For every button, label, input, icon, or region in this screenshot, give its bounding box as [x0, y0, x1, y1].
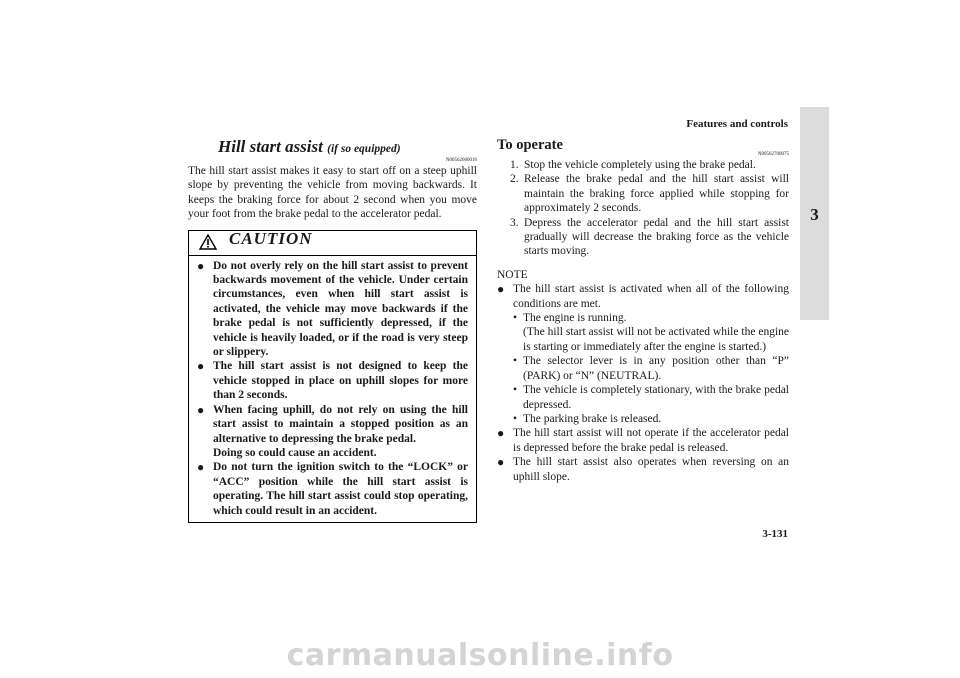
caution-header	[189, 228, 476, 256]
intro-paragraph: The hill start assist makes it easy to start off on a steep uphill slope by preventing the vehicle from moving backwards. It keeps the braking force for about 2 second when you move your foot from the brake pedal to the accelerator pedal.	[188, 165, 477, 221]
chapter-number: 3	[810, 205, 819, 224]
caution-item: ● The hill start assist is not designed to keep the vehicle stopped in place on uphill slopes for more than 2 seconds.	[197, 359, 468, 402]
note-sub-item: • The vehicle is completely stationary, with the brake pedal depressed.	[513, 384, 789, 411]
note-item: ● The hill start assist will not operate if the accelerator pedal is depressed before the brake pedal is released.	[497, 426, 789, 454]
step-item: 1. Stop the vehicle completely using the brake pedal.	[510, 159, 756, 171]
subsection-title: To operate	[497, 137, 563, 153]
section-title	[188, 136, 477, 160]
caution-label: CAUTION	[229, 228, 313, 248]
warning-triangle-icon	[199, 234, 217, 250]
note-sub-item: • The engine is running. (The hill start assist will not be activated while the engine is starting or immediately after the engine is started.)	[513, 312, 789, 353]
title-main: Hill start assist	[218, 137, 323, 156]
bullet-icon: ●	[197, 359, 205, 374]
left-column	[188, 136, 477, 523]
title-suffix: (if so equipped)	[327, 143, 401, 155]
caution-body	[189, 256, 476, 522]
note-sub-item: • The parking brake is released.	[513, 412, 662, 425]
note-sub-item: • The selector lever is in any position other than “P” (PARK) or “N” (NEUTRAL).	[513, 355, 789, 382]
caution-item: ● Do not turn the ignition switch to the “LOCK” or “ACC” position while the hill start assist is operating. The hill start assist could stop operating, which could result in an accident.	[197, 460, 468, 517]
note-item: ● The hill start assist also operates when reversing on an uphill slope.	[497, 455, 789, 483]
subsection-code: N00562700075	[757, 152, 789, 157]
section-code: N00562600016	[445, 158, 477, 163]
note-item: ● The hill start assist is activated when all of the following conditions are met. • The engine is running. (The hill start assist will not be activated while the engine is starting or immediately after the engine is started.) • The selector lever is in any position other than “P” (PARK) or “N” (NEUTRAL). • The vehicle is completely stationary, with the brake pedal depressed. • The parking brake is released.	[497, 282, 789, 425]
page-number: 3-131	[762, 528, 788, 540]
bullet-icon: ●	[497, 455, 505, 470]
bullet-icon: ●	[497, 426, 505, 441]
step-item: 2. Release the brake pedal and the hill start assist will maintain the braking force applied while stopping for approximately 2 seconds.	[510, 173, 789, 215]
bullet-icon: ●	[197, 258, 205, 273]
watermark: carmanualsonline.info	[286, 638, 674, 673]
note-label: NOTE	[497, 268, 528, 281]
section-header: Features and controls	[686, 118, 788, 130]
bullet-icon: ●	[197, 402, 205, 417]
caution-item: ● When facing uphill, do not rely on using the hill start assist to maintain a stopped position as an alternative to depressing the brake pedal. Doing so could cause an accident.	[197, 402, 468, 459]
bullet-icon: ●	[497, 282, 505, 297]
caution-item: ● Do not overly rely on the hill start assist to prevent backwards movement of the vehicle. Under certain circumstances, even when hill start assist is activated, the vehicle may move backwards if the brake pedal is not sufficiently depressed, if the vehicle is heavily loaded, or if the road is very steep or slippery.	[197, 258, 468, 359]
caution-box	[188, 230, 477, 523]
bullet-icon: ●	[197, 460, 205, 475]
right-column	[497, 136, 789, 484]
step-item: 3. Depress the accelerator pedal and the hill start assist gradually will decrease the braking force as the vehicle starts moving.	[510, 216, 789, 258]
